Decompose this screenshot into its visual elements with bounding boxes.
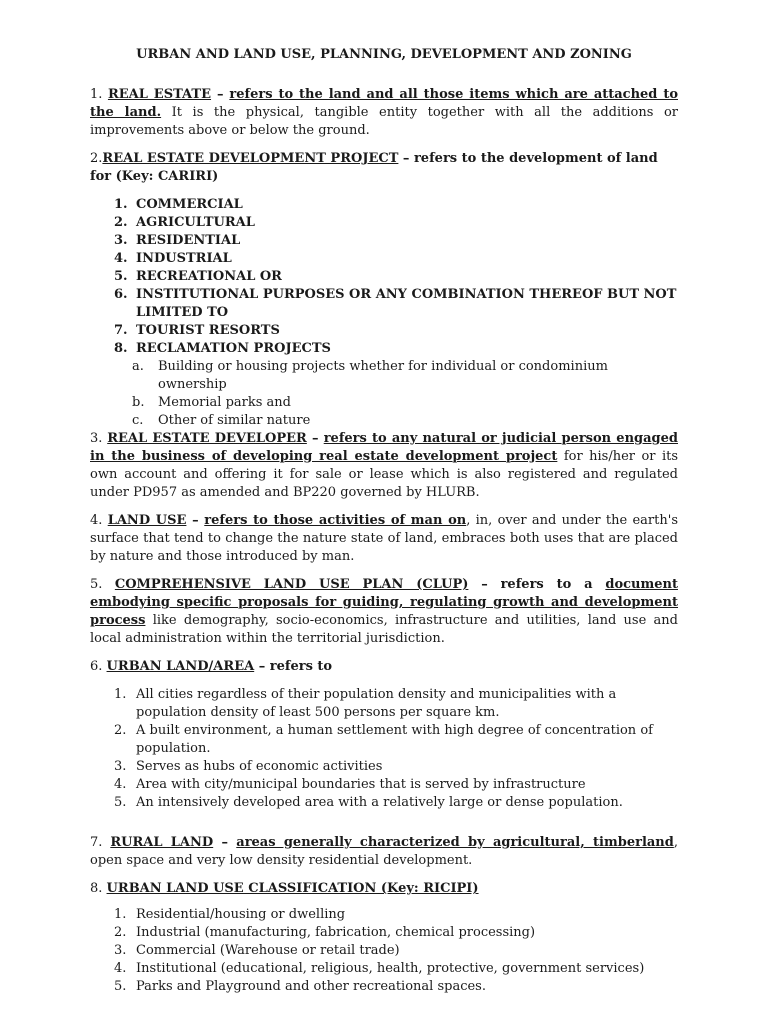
section-rural-land bbox=[90, 834, 678, 870]
definition-rest: – refers to bbox=[254, 659, 333, 674]
list-item: b. Memorial parks and bbox=[132, 395, 291, 410]
term-development-project: REAL ESTATE DEVELOPMENT PROJECT bbox=[102, 151, 399, 166]
list-item: 4. INDUSTRIAL bbox=[90, 250, 678, 268]
definition-key: refers to any natural or judicial person engaged in the business of developing real estate development project bbox=[90, 431, 678, 464]
section-number: 5. bbox=[90, 577, 103, 592]
section-real-estate-developer bbox=[90, 430, 678, 502]
list-item: 8. RECLAMATION PROJECTS bbox=[90, 340, 678, 358]
item-number: 4. bbox=[114, 777, 127, 792]
list-item: 2. Industrial (manufacturing, fabrication, chemical processing) bbox=[90, 924, 678, 942]
item-number: 6. bbox=[114, 287, 128, 302]
list-item: 1. Residential/housing or dwelling bbox=[90, 906, 678, 924]
reclamation-sublist bbox=[90, 358, 678, 430]
item-number: 4. bbox=[114, 251, 128, 266]
item-number: 8. bbox=[114, 341, 128, 356]
definition-key: areas generally characterized by agricultural, timberland bbox=[236, 835, 674, 850]
dash: – bbox=[186, 513, 205, 528]
list-item: 7. TOURIST RESORTS bbox=[90, 322, 678, 340]
dash: – bbox=[213, 835, 237, 850]
section-urban-land-use-classification bbox=[90, 880, 678, 898]
definition-rest: – refers to the development of land for (Key: CARIRI) bbox=[90, 151, 658, 184]
list-item: 2. A built environment, a human settlement with high degree of concentration of population. bbox=[90, 722, 678, 758]
item-letter: c. bbox=[132, 413, 144, 428]
section-number: 4. bbox=[90, 513, 103, 528]
section-number: 8. bbox=[90, 881, 103, 896]
item-letter: b. bbox=[132, 395, 145, 410]
list-item: 5. Parks and Playground and other recreational spaces. bbox=[90, 978, 678, 996]
list-item: 5. RECREATIONAL OR bbox=[90, 268, 678, 286]
definition-mid: – refers to a bbox=[468, 577, 606, 592]
term-developer: REAL ESTATE DEVELOPER bbox=[107, 431, 307, 446]
list-item: c. Other of similar nature bbox=[132, 413, 311, 428]
item-number: 7. bbox=[114, 323, 128, 338]
item-number: 3. bbox=[114, 943, 127, 958]
dash: – bbox=[306, 431, 324, 446]
item-number: 5. bbox=[114, 269, 128, 284]
item-letter: a. bbox=[132, 359, 144, 374]
page-title: URBAN AND LAND USE, PLANNING, DEVELOPMENT AND ZONING bbox=[136, 47, 632, 62]
list-item: a. Building or housing projects whether for individual or condominium ownership bbox=[132, 359, 608, 392]
item-number: 4. bbox=[114, 961, 127, 976]
urban-land-list bbox=[90, 686, 678, 812]
term-urban-land: URBAN LAND/AREA bbox=[106, 659, 255, 674]
item-number: 5. bbox=[114, 979, 127, 994]
definition-key: document embodying specific proposals for guiding, regulating growth and development process bbox=[90, 577, 678, 628]
list-item: 3. Serves as hubs of economic activities bbox=[90, 758, 678, 776]
dash: – bbox=[211, 87, 230, 102]
cariri-list bbox=[90, 196, 678, 358]
definition-rest: It is the physical, tangible entity together with all the additions or improvements above or below the ground. bbox=[90, 105, 678, 138]
list-item: 6. INSTITUTIONAL PURPOSES OR ANY COMBINATION THEREOF BUT NOT LIMITED TO bbox=[90, 286, 678, 322]
section-number: 1. bbox=[90, 87, 103, 102]
definition-rest: for his/her or its own account and offering it for sale or lease which is also registered and regulated under PD957 as amended and BP220 governed by HLURB. bbox=[90, 449, 678, 500]
item-number: 2. bbox=[114, 215, 128, 230]
definition-key: refers to the land and all those items which are attached to the land. bbox=[90, 87, 678, 120]
list-item: 3. Commercial (Warehouse or retail trade) bbox=[90, 942, 678, 960]
term-real-estate: REAL ESTATE bbox=[107, 87, 212, 102]
list-item: 3. RESIDENTIAL bbox=[90, 232, 678, 250]
section-real-estate-development-project bbox=[90, 150, 678, 186]
section-number: 3. bbox=[90, 431, 103, 446]
item-number: 1. bbox=[114, 197, 128, 212]
term-rural-land: RURAL LAND bbox=[110, 835, 214, 850]
definition-key: refers to those activities of man on bbox=[204, 513, 467, 528]
section-number: 7. bbox=[90, 835, 103, 850]
definition-rest: , open space and very low density residential development. bbox=[90, 835, 678, 868]
item-number: 5. bbox=[114, 795, 127, 810]
item-number: 2. bbox=[114, 925, 127, 940]
list-item: 4. Area with city/municipal boundaries that is served by infrastructure bbox=[90, 776, 678, 794]
term-clup: COMPREHENSIVE LAND USE PLAN (CLUP) bbox=[114, 577, 469, 592]
item-number: 1. bbox=[114, 907, 127, 922]
section-real-estate bbox=[90, 86, 678, 140]
list-item: 1. COMMERCIAL bbox=[90, 196, 678, 214]
item-number: 1. bbox=[114, 687, 127, 702]
list-item: 2. AGRICULTURAL bbox=[90, 214, 678, 232]
definition-rest: like demography, socio-economics, infrastructure and utilities, land use and local administration within the territorial jurisdiction. bbox=[90, 613, 678, 646]
item-number: 3. bbox=[114, 233, 128, 248]
term-classification: URBAN LAND USE CLASSIFICATION (Key: RICIPI) bbox=[106, 881, 479, 896]
list-item: 1. All cities regardless of their population density and municipalities with a population density of least 500 persons per square km. bbox=[90, 686, 678, 722]
section-number: 2. bbox=[90, 151, 103, 166]
item-number: 3. bbox=[114, 759, 127, 774]
list-item: 5. An intensively developed area with a relatively large or dense population. bbox=[90, 794, 678, 812]
term-land-use: LAND USE bbox=[107, 513, 187, 528]
list-item: 4. Institutional (educational, religious, health, protective, government services) bbox=[90, 960, 678, 978]
section-land-use bbox=[90, 512, 678, 566]
definition-rest: , in, over and under the earth's surface that tend to change the nature state of land, embraces both uses that are placed by nature and those introduced by man. bbox=[90, 513, 678, 564]
item-number: 2. bbox=[114, 723, 127, 738]
ricipi-list bbox=[90, 906, 678, 996]
section-number: 6. bbox=[90, 659, 103, 674]
section-urban-land bbox=[90, 658, 678, 676]
section-clup bbox=[90, 576, 678, 648]
